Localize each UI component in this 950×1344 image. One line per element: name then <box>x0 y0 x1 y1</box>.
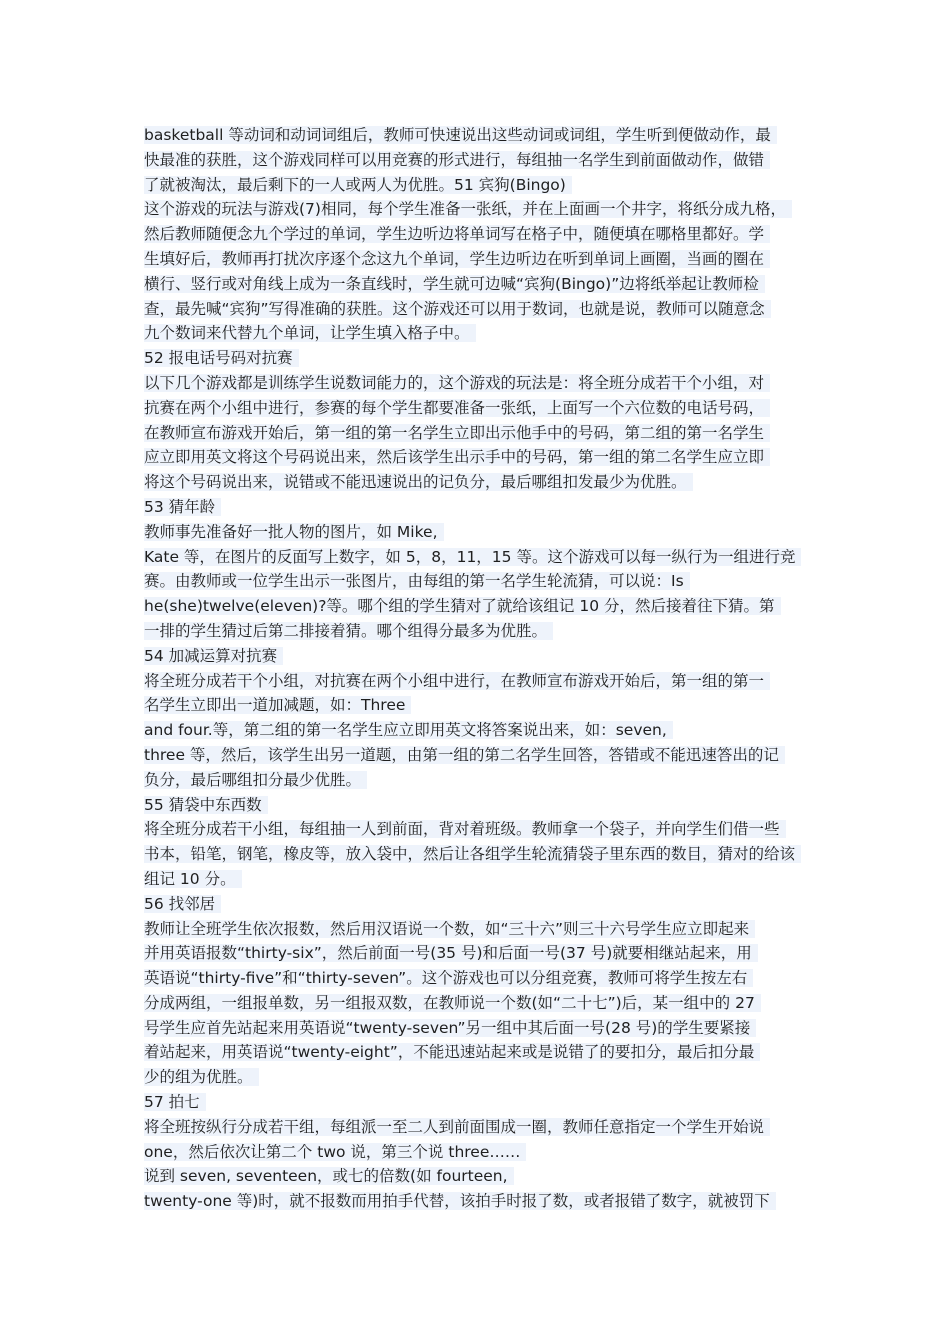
text-line-content: 然后教师随便念九个学过的单词，学生边听边将单词写在格子中，随便填在哪格里都好。学 <box>144 225 770 243</box>
text-line <box>144 346 824 371</box>
text-line-content: 55 猜袋中东西数 <box>144 796 268 814</box>
text-line <box>144 917 824 942</box>
text-line <box>144 396 824 421</box>
text-line <box>144 619 824 644</box>
text-line <box>144 470 824 495</box>
text-line-content: 一排的学生猜过后第二排接着猜。哪个组得分最多为优胜。 <box>144 622 553 640</box>
text-line-content: three 等，然后，该学生出另一道题，由第一组的第二名学生回答，答错或不能迅速答出的记 <box>144 746 785 764</box>
text-line <box>144 1090 824 1115</box>
text-line <box>144 1016 824 1041</box>
text-line <box>144 1065 824 1090</box>
text-line-content: 52 报电话号码对抗赛 <box>144 349 299 367</box>
text-line <box>144 793 824 818</box>
text-line-content: 教师让全班学生依次报数，然后用汉语说一个数，如“三十六”则三十六号学生应立即起来 <box>144 920 755 938</box>
text-line <box>144 867 824 892</box>
text-line <box>144 892 824 917</box>
text-line-content: 着站起来，用英语说“twenty-eight”，不能迅速站起来或是说错了的要扣分，最后扣分最 <box>144 1043 760 1061</box>
text-line-content: 分成两组，一组报单数，另一组报双数，在教师说一个数(如“二十七”)后，某一组中的 27 <box>144 994 761 1012</box>
text-line-content: 应立即用英文将这个号码说出来，然后该学生出示手中的号码，第一组的第二名学生应立即 <box>144 448 770 466</box>
text-line <box>144 520 824 545</box>
text-line-content: 将全班分成若干个小组，对抗赛在两个小组中进行，在教师宣布游戏开始后，第一组的第一 <box>144 672 770 690</box>
text-line-content: 组记 10 分。 <box>144 870 242 888</box>
text-line <box>144 1189 824 1214</box>
text-line <box>144 842 824 867</box>
text-line-content: twenty-one 等)时，就不报数而用拍手代替，该拍手时报了数，或者报错了数字，就被罚下 <box>144 1192 776 1210</box>
text-line <box>144 445 824 470</box>
text-line-content: 57 拍七 <box>144 1093 206 1111</box>
text-line <box>144 123 824 148</box>
text-line <box>144 173 824 198</box>
text-line <box>144 545 824 570</box>
text-line-content: 将这个号码说出来，说错或不能迅速说出的记负分，最后哪组扣发最少为优胜。 <box>144 473 693 491</box>
text-line-content: 查，最先喊“宾狗”写得准确的获胜。这个游戏还可以用于数词，也就是说，教师可以随意念 <box>144 300 771 318</box>
text-line-content: 将全班按纵行分成若干组，每组派一至二人到前面围成一圈，教师任意指定一个学生开始说 <box>144 1118 770 1136</box>
text-line-content: 负分，最后哪组扣分最少优胜。 <box>144 771 367 789</box>
text-line-content: Kate 等，在图片的反面写上数字，如 5，8，11，15 等。这个游戏可以每一纵行为一组进行竞 <box>144 548 801 566</box>
text-line <box>144 421 824 446</box>
text-line <box>144 941 824 966</box>
text-line-content: 横行、竖行或对角线上成为一条直线时，学生就可边喊“宾狗(Bingo)”边将纸举起让教师检 <box>144 275 765 293</box>
text-line <box>144 247 824 272</box>
text-line-content: 赛。由教师或一位学生出示一张图片，由每组的第一名学生轮流猜，可以说：Is <box>144 572 690 590</box>
text-line <box>144 966 824 991</box>
text-line <box>144 718 824 743</box>
text-line <box>144 817 824 842</box>
text-line-content: 说到 seven, seventeen，或七的倍数(如 fourteen, <box>144 1167 514 1185</box>
text-line <box>144 569 824 594</box>
text-line-content: and four.等，第二组的第一名学生应立即用英文将答案说出来，如：seven, <box>144 721 673 739</box>
text-line-content: 英语说“thirty-five”和“thirty-seven”。这个游戏也可以分组竞赛，教师可将学生按左右 <box>144 969 753 987</box>
text-line <box>144 669 824 694</box>
text-line <box>144 768 824 793</box>
text-line <box>144 1040 824 1065</box>
text-line <box>144 321 824 346</box>
text-line-content: 名学生立即出一道加减题，如：Three <box>144 696 411 714</box>
text-line <box>144 991 824 1016</box>
text-line <box>144 272 824 297</box>
text-line-content: 少的组为优胜。 <box>144 1068 259 1086</box>
text-line-content: 在教师宣布游戏开始后，第一组的第一名学生立即出示他手中的号码，第二组的第一名学生 <box>144 424 770 442</box>
text-line-content: 54 加减运算对抗赛 <box>144 647 283 665</box>
text-line <box>144 1140 824 1165</box>
text-line-content: basketball 等动词和动词词组后，教师可快速说出这些动词或词组，学生听到便做动作，最 <box>144 126 777 144</box>
text-line <box>144 197 824 222</box>
text-line-content: 53 猜年龄 <box>144 498 221 516</box>
text-line-content: he(she)twelve(eleven)?等。哪个组的学生猜对了就给该组记 10 分，然后接着往下猜。第 <box>144 597 781 615</box>
text-line <box>144 594 824 619</box>
text-line <box>144 1164 824 1189</box>
text-line-content: 56 找邻居 <box>144 895 221 913</box>
text-line-content: 九个数词来代替九个单词，让学生填入格子中。 <box>144 324 476 342</box>
text-line <box>144 495 824 520</box>
text-line-content: one，然后依次让第二个 two 说，第三个说 three…… <box>144 1143 526 1161</box>
text-line <box>144 644 824 669</box>
text-line-content: 以下几个游戏都是训练学生说数词能力的，这个游戏的玩法是：将全班分成若干个小组，对 <box>144 374 770 392</box>
text-line <box>144 743 824 768</box>
document-body <box>144 123 824 1214</box>
text-line <box>144 148 824 173</box>
text-line-content: 教师事先准备好一批人物的图片，如 Mike, <box>144 523 444 541</box>
text-line-content: 快最准的获胜，这个游戏同样可以用竞赛的形式进行，每组抽一名学生到前面做动作，做错 <box>144 151 770 169</box>
text-line <box>144 1115 824 1140</box>
text-line-content: 书本，铅笔，钢笔，橡皮等，放入袋中，然后让各组学生轮流猜袋子里东西的数目，猜对的给该 <box>144 845 801 863</box>
text-line-content: 抗赛在两个小组中进行，参赛的每个学生都要准备一张纸，上面写一个六位数的电话号码， <box>144 399 770 417</box>
text-line <box>144 297 824 322</box>
text-line <box>144 222 824 247</box>
text-line-content: 号学生应首先站起来用英语说“twenty-seven”另一组中其后面一号(28 号)的学生要紧接 <box>144 1019 756 1037</box>
text-line-content: 了就被淘汰，最后剩下的一人或两人为优胜。51 宾狗(Bingo) <box>144 176 572 194</box>
text-line-content: 这个游戏的玩法与游戏(7)相同，每个学生准备一张纸，并在上面画一个井字，将纸分成九格， <box>144 200 792 218</box>
text-line-content: 生填好后，教师再打扰次序逐个念这九个单词，学生边听边在听到单词上画圈，当画的圈在 <box>144 250 770 268</box>
text-line-content: 将全班分成若干小组，每组抽一人到前面，背对着班级。教师拿一个袋子，并向学生们借一些 <box>144 820 786 838</box>
text-line-content: 并用英语报数“thirty-six”，然后前面一号(35 号)和后面一号(37 号)就要相继站起来，用 <box>144 944 758 962</box>
text-line <box>144 371 824 396</box>
text-line <box>144 693 824 718</box>
